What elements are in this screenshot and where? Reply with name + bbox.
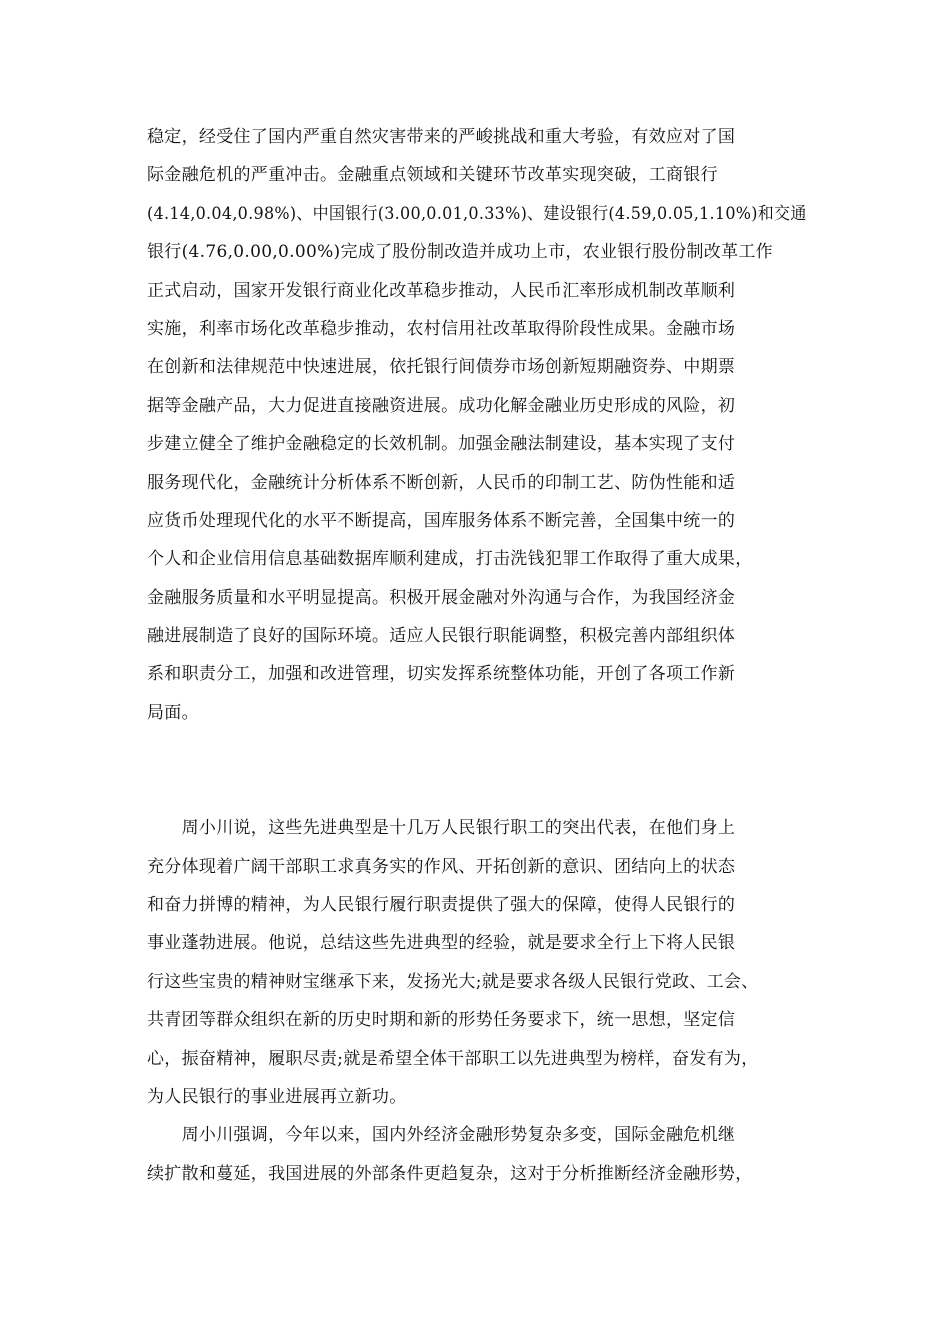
- text-line: 金融服务质量和水平明显提高。积极开展金融对外沟通与合作，为我国经济金: [147, 587, 736, 608]
- text-line: 充分体现着广阔干部职工求真务实的作风、开拓创新的意识、团结向上的状态: [147, 856, 736, 877]
- text-line: 实施，利率市场化改革稳步推动，农村信用社改革取得阶段性成果。金融市场: [147, 318, 736, 339]
- text-line: 共青团等群众组织在新的历史时期和新的形势任务要求下，统一思想，坚定信: [147, 1010, 736, 1031]
- text-line: (4.14,0.04,0.98%)、中国银行(3.00,0.01,0.33%)、建设银行(4.59,0.05,1.10%)和交通: [147, 203, 807, 224]
- text-line: 周小川说，这些先进典型是十几万人民银行职工的突出代表，在他们身上: [147, 818, 736, 839]
- document-body: [147, 118, 807, 1193]
- text-line: 续扩散和蔓延，我国进展的外部条件更趋复杂，这对于分析推断经济金融形势，: [147, 1163, 753, 1184]
- text-line: 为人民银行的事业进展再立新功。: [147, 1086, 407, 1107]
- text-line: 应货币处理现代化的水平不断提高，国库服务体系不断完善，全国集中统一的: [147, 510, 736, 531]
- text-line: 融进展制造了良好的国际环境。适应人民银行职能调整，积极完善内部组织体: [147, 626, 736, 647]
- paragraph-advanced-models: [147, 809, 807, 1116]
- text-line: 心，振奋精神，履职尽责;就是希望全体干部职工以先进典型为榜样，奋发有为，: [147, 1048, 759, 1069]
- text-line: 在创新和法律规范中快速进展，依托银行间债券市场创新短期融资券、中期票: [147, 357, 736, 378]
- text-line: 据等金融产品，大力促进直接融资进展。成功化解金融业历史形成的风险，初: [147, 395, 736, 416]
- text-line: 步建立健全了维护金融稳定的长效机制。加强金融法制建设，基本实现了支付: [147, 434, 736, 455]
- text-line: 周小川强调，今年以来，国内外经济金融形势复杂多变，国际金融危机继: [147, 1125, 736, 1146]
- text-line: 行这些宝贵的精神财宝继承下来，发扬光大;就是要求各级人民银行党政、工会、: [147, 971, 759, 992]
- text-line: 个人和企业信用信息基础数据库顺利建成，打击洗钱犯罪工作取得了重大成果，: [147, 549, 753, 570]
- text-line: 事业蓬勃进展。他说，总结这些先进典型的经验，就是要求全行上下将人民银: [147, 933, 736, 954]
- paragraph-economic-situation: [147, 1116, 807, 1193]
- text-line: 正式启动，国家开发银行商业化改革稳步推动，人民币汇率形成机制改革顺利: [147, 280, 736, 301]
- text-line: 系和职责分工，加强和改进管理，切实发挥系统整体功能，开创了各项工作新: [147, 664, 736, 685]
- text-line: 稳定，经受住了国内严重自然灾害带来的严峻挑战和重大考验，有效应对了国: [147, 127, 736, 147]
- paragraph-financial-reform: [147, 118, 807, 732]
- text-line: 和奋力拼博的精神，为人民银行履行职责提供了强大的保障，使得人民银行的: [147, 895, 736, 916]
- paragraph-spacer: [147, 732, 807, 809]
- text-line: 银行(4.76,0.00,0.00%)完成了股份制改造并成功上市，农业银行股份制改革工作: [147, 242, 773, 263]
- text-line: 服务现代化，金融统计分析体系不断创新，人民币的印制工艺、防伪性能和适: [147, 472, 736, 493]
- text-line: 际金融危机的严重冲击。金融重点领域和关键环节改革实现突破，工商银行: [147, 165, 718, 186]
- text-line: 局面。: [147, 702, 199, 723]
